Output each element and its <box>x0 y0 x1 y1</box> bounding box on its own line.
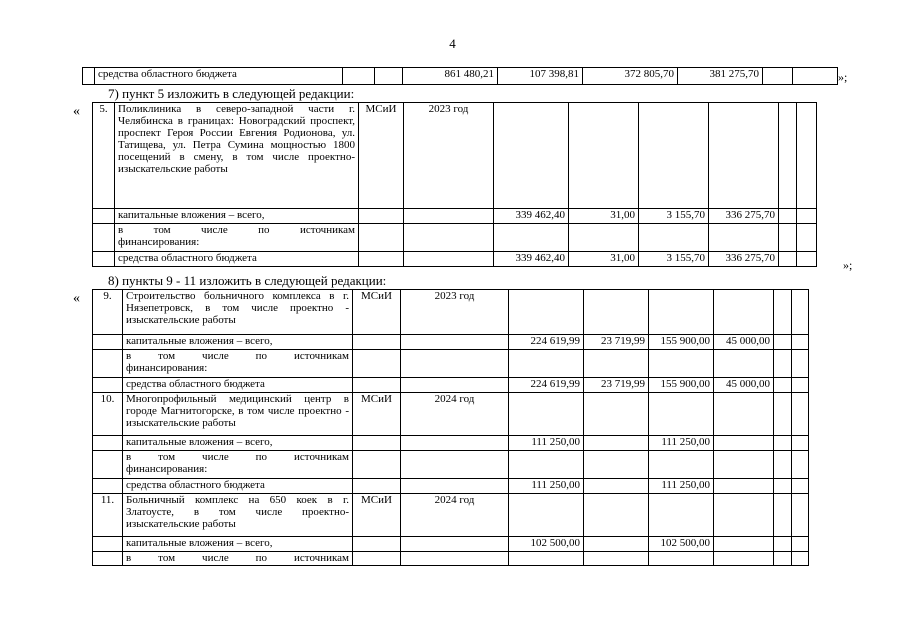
item-number: 9. <box>93 290 123 335</box>
item-number: 10. <box>93 393 123 436</box>
table-row <box>93 552 809 566</box>
value-cell: 861 480,21 <box>403 68 498 85</box>
row-label: средства областного бюджета <box>123 378 353 393</box>
value-cell: 31,00 <box>569 209 639 224</box>
item-description: Строительство больничного комплекса в г. Нязепетровск, в том числе проектно - изыскательские работы <box>123 290 353 335</box>
value-cell: 111 250,00 <box>509 479 584 494</box>
value-cell: 23 719,99 <box>584 378 649 393</box>
table-row <box>93 494 809 537</box>
opening-quote: « <box>73 104 80 119</box>
table-row <box>93 537 809 552</box>
value-cell: 372 805,70 <box>583 68 678 85</box>
item-5-table <box>92 102 817 267</box>
value-cell: 381 275,70 <box>678 68 763 85</box>
table-row <box>93 290 809 335</box>
item-year: 2024 год <box>401 494 509 537</box>
item-number: 5. <box>93 103 115 209</box>
table-row <box>93 393 809 436</box>
row-label: в том числе по источникам финансирования: <box>123 451 353 479</box>
item-description: Поликлиника в северо-западной части г. Челябинска в границах: Новоградский проспект, проспект Героя России Евгения Родионова, ул. Татищева, ул. Петра Сумина мощностью 1800 посещений в смену, в том числе проектно-изыскательские работы <box>115 103 359 209</box>
responsible-org: МСиИ <box>353 494 401 537</box>
row-label: в том числе по источникам финансирования: <box>123 350 353 378</box>
value-cell: 31,00 <box>569 252 639 267</box>
value-cell: 111 250,00 <box>649 479 714 494</box>
value-cell: 111 250,00 <box>509 436 584 451</box>
row-label: капитальные вложения – всего, <box>123 436 353 451</box>
items-9-11-table <box>92 289 809 566</box>
value-cell: 102 500,00 <box>649 537 714 552</box>
table-row <box>93 436 809 451</box>
section-heading: 8) пункты 9 - 11 изложить в следующей редакции: <box>108 273 387 288</box>
item-year: 2023 год <box>401 290 509 335</box>
row-label: средства областного бюджета <box>95 68 343 85</box>
table-row <box>93 103 817 209</box>
value-cell: 23 719,99 <box>584 335 649 350</box>
opening-quote: « <box>73 291 80 306</box>
value-cell: 339 462,40 <box>494 209 569 224</box>
value-cell: 3 155,70 <box>639 209 709 224</box>
value-cell: 336 275,70 <box>709 252 779 267</box>
item-number: 11. <box>93 494 123 537</box>
row-label: средства областного бюджета <box>123 479 353 494</box>
table-row <box>93 335 809 350</box>
value-cell: 155 900,00 <box>649 335 714 350</box>
value-cell: 45 000,00 <box>714 378 774 393</box>
value-cell: 224 619,99 <box>509 378 584 393</box>
item-description: Многопрофильный медицинский центр в городе Магнитогорске, в том числе проектно - изыскательские работы <box>123 393 353 436</box>
responsible-org: МСиИ <box>359 103 404 209</box>
value-cell: 45 000,00 <box>714 335 774 350</box>
item-description: Больничный комплекс на 650 коек в г. Златоусте, в том числе проектно-изыскательские работы <box>123 494 353 537</box>
value-cell: 155 900,00 <box>649 378 714 393</box>
table-row <box>93 209 817 224</box>
responsible-org: МСиИ <box>353 290 401 335</box>
table-row <box>93 224 817 252</box>
table-row <box>93 252 817 267</box>
value-cell: 102 500,00 <box>509 537 584 552</box>
table-row <box>93 451 809 479</box>
value-cell: 3 155,70 <box>639 252 709 267</box>
item-year: 2024 год <box>401 393 509 436</box>
row-label: капитальные вложения – всего, <box>115 209 359 224</box>
row-label: капитальные вложения – всего, <box>123 537 353 552</box>
top-continuation-table <box>82 67 838 85</box>
closing-quote: »; <box>843 258 853 272</box>
table-row <box>83 68 838 85</box>
item-year: 2023 год <box>404 103 494 209</box>
value-cell: 336 275,70 <box>709 209 779 224</box>
closing-quote: »; <box>838 70 848 84</box>
row-label: капитальные вложения – всего, <box>123 335 353 350</box>
value-cell: 224 619,99 <box>509 335 584 350</box>
table-row <box>93 378 809 393</box>
row-label: в том числе по источникам <box>123 552 353 566</box>
value-cell: 107 398,81 <box>498 68 583 85</box>
table-row <box>93 479 809 494</box>
page-number: 4 <box>449 36 456 51</box>
row-label: в том числе по источникам финансирования: <box>115 224 359 252</box>
value-cell: 339 462,40 <box>494 252 569 267</box>
table-row <box>93 350 809 378</box>
row-label: средства областного бюджета <box>115 252 359 267</box>
value-cell: 111 250,00 <box>649 436 714 451</box>
section-heading: 7) пункт 5 изложить в следующей редакции: <box>108 86 355 101</box>
responsible-org: МСиИ <box>353 393 401 436</box>
